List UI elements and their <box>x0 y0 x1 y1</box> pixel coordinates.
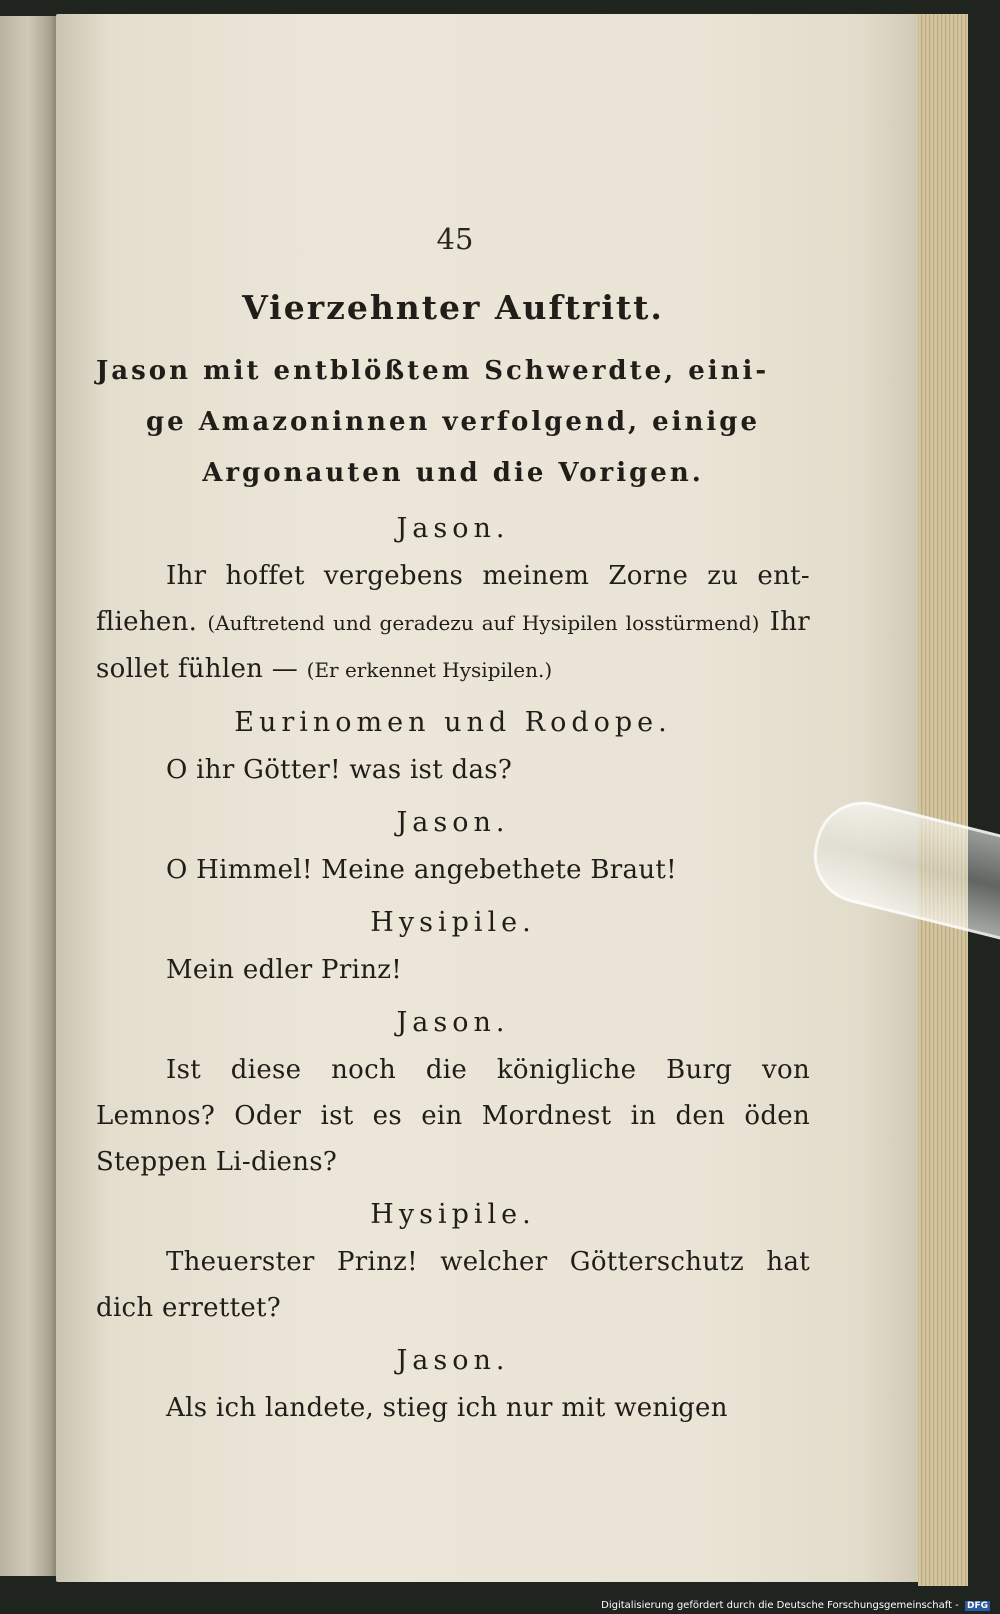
stage-direction-line: Argonauten und die Vorigen. <box>202 458 704 488</box>
speaker-name: Jason. <box>396 513 510 544</box>
scene-heading: Vierzehnter Auftritt. <box>242 288 664 327</box>
stage-direction-line: Jason mit entblößtem Schwerdte, eini- <box>96 356 770 386</box>
facing-page-edge <box>0 16 62 1576</box>
page-number: 45 <box>436 222 474 256</box>
speech-text: Theuerster Prinz! welcher Götterschutz hat dich errettet? <box>96 1247 810 1323</box>
speech-text: O Himmel! Meine angebethete Braut! <box>166 855 677 885</box>
stage-direction-line: ge Amazoninnen verfolgend, einige <box>145 407 761 437</box>
page-text <box>96 282 810 1431</box>
stage-direction <box>96 346 810 499</box>
page-block-edge <box>918 14 970 1586</box>
speech-fragment: Ihr hoffet vergebens meinem Zorne zu ent-fliehen. <box>96 561 810 637</box>
speech-text: Mein edler Prinz! <box>166 955 402 985</box>
speaker-name: Jason. <box>396 1007 510 1038</box>
credit-text: Digitalisierung gefördert durch die Deutsche Forschungsgemeinschaft - <box>601 1600 959 1611</box>
edge-shadow <box>968 14 1000 1586</box>
inline-stage-direction: (Auftretend und geradezu auf Hysipilen losstürmend) <box>207 611 760 635</box>
speaker-name: Jason. <box>396 1345 510 1376</box>
speech-text: Ist diese noch die königliche Burg von Lemnos? Oder ist es ein Mordnest in den öden Steppen Li-diens? <box>96 1055 810 1177</box>
inline-stage-direction: (Er erkennet Hysipilen.) <box>306 658 553 682</box>
speaker-name: Hysipile. <box>370 907 536 938</box>
speaker-name: Hysipile. <box>370 1199 536 1230</box>
dfg-logo: DFG <box>966 1601 988 1611</box>
speech-fragment: Ihr sollet fühlen — <box>96 607 810 684</box>
speech-text: O ihr Götter! was ist das? <box>166 755 513 785</box>
digitization-credit <box>599 1599 992 1612</box>
speaker-name: Jason. <box>396 807 510 838</box>
speech-text: Als ich landete, stieg ich nur mit wenigen <box>166 1393 728 1423</box>
speech-text <box>96 553 810 693</box>
speaker-name: Eurinomen und Rodope. <box>234 707 672 738</box>
